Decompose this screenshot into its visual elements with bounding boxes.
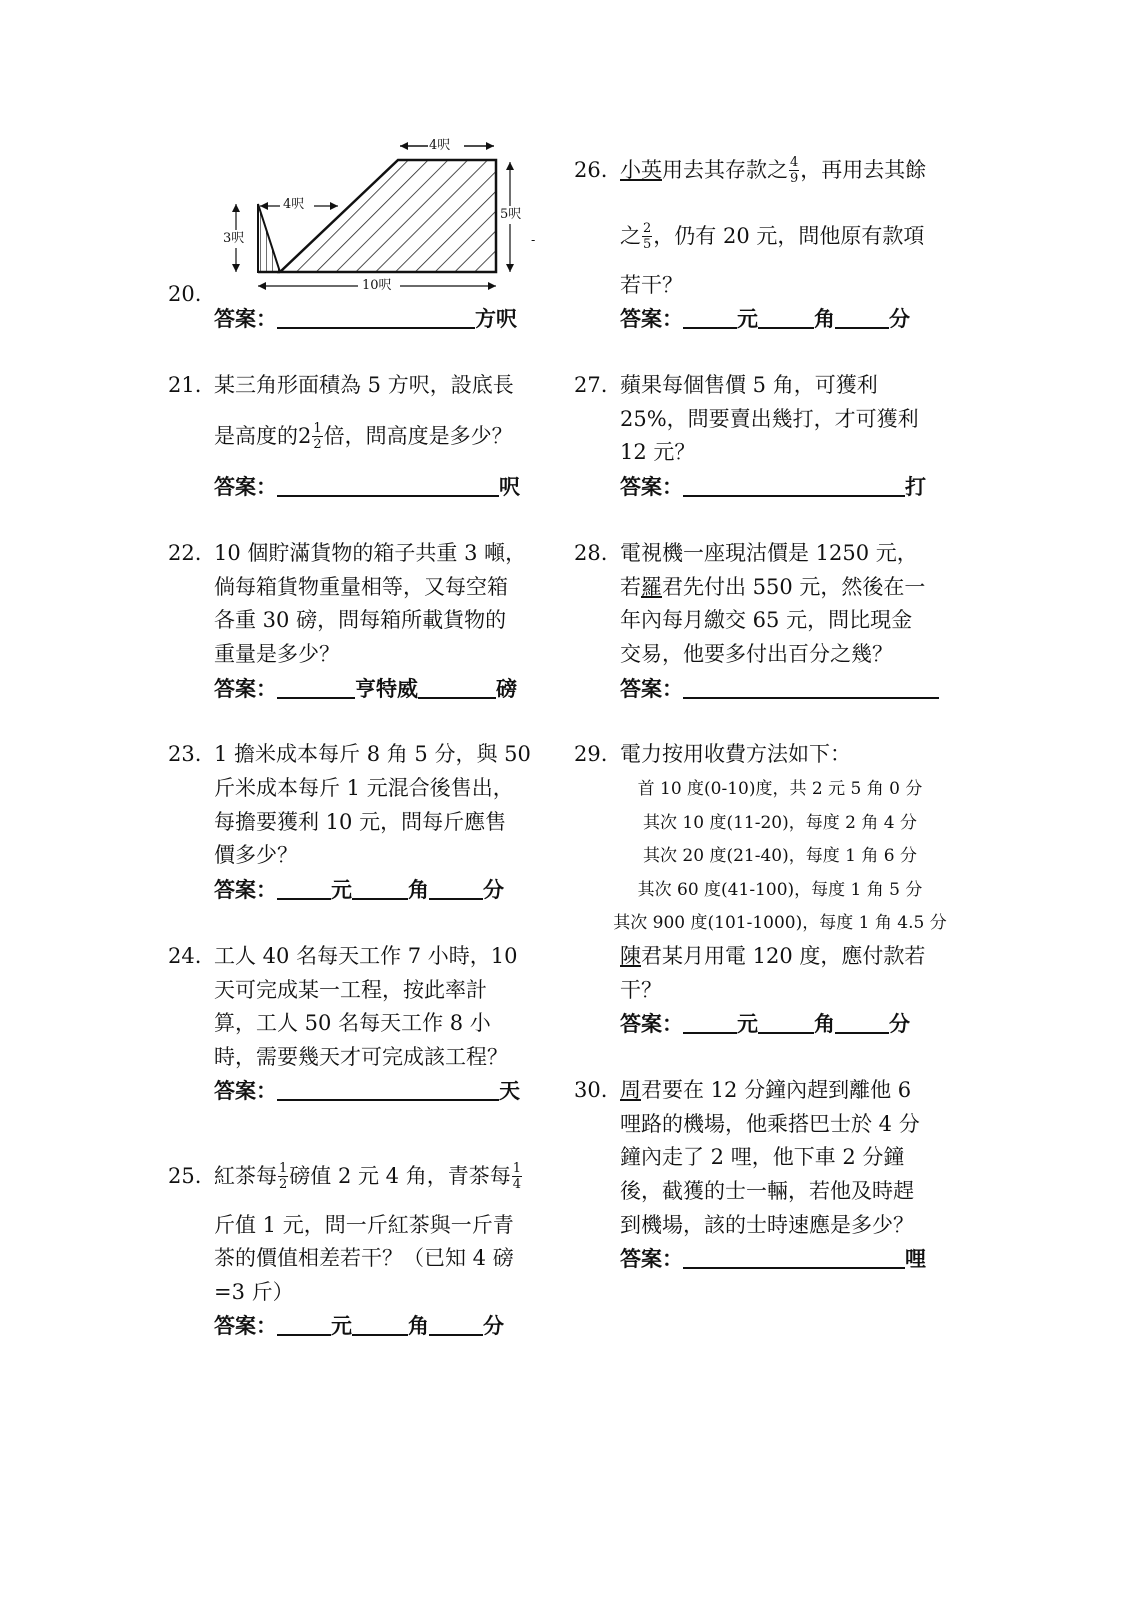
answer-line: [620, 1248, 926, 1269]
answer-line: [620, 1013, 910, 1034]
person-name: 周: [620, 1078, 641, 1102]
rate-row: 其次 20 度(21-40)，每度 1 角 6 分: [643, 846, 917, 866]
answer-blank[interactable]: [352, 880, 408, 900]
question-text: 電力按用收費方法如下：: [620, 742, 851, 766]
text-fragment: 之: [620, 223, 641, 248]
answer-unit: 分: [483, 877, 504, 902]
denominator: 9: [790, 170, 799, 186]
question-text: [620, 946, 925, 967]
question-text: 干？: [620, 978, 662, 1002]
answer-label: 答案：: [620, 306, 683, 331]
person-name: 小英: [620, 157, 662, 182]
answer-label: 答案：: [214, 1313, 277, 1338]
answer-blank[interactable]: [683, 1249, 905, 1269]
question-text: 10 個貯滿貨物的箱子共重 3 噸，: [214, 541, 527, 565]
question-number: 30.: [574, 1078, 608, 1102]
answer-blank[interactable]: [683, 1014, 737, 1034]
question-text: 重量是多少？: [214, 642, 340, 666]
label-right: 5呎: [500, 207, 522, 222]
question-text: 鐘內走了 2 哩，他下車 2 分鐘: [620, 1145, 905, 1169]
trapezoid-figure: [218, 132, 548, 300]
text-fragment: ，仍有 20 元，問他原有款項: [653, 223, 925, 248]
question-text: 到機場，該的士時速應是多少？: [620, 1213, 914, 1237]
answer-unit: 方呎: [475, 306, 517, 331]
answer-unit: 角: [814, 1011, 835, 1036]
question-text: 工人 40 名每天工作 7 小時，10: [214, 944, 518, 968]
answer-blank[interactable]: [277, 1081, 499, 1101]
answer-unit: 元: [331, 1313, 352, 1338]
question-text: 倘每箱貨物重量相等，又每空箱: [214, 575, 508, 599]
label-height-left: 3呎: [223, 231, 245, 246]
answer-unit: 分: [889, 306, 910, 331]
text-fragment: 若: [620, 575, 641, 599]
answer-blank[interactable]: [277, 309, 475, 329]
text-fragment: 用去其存款之: [662, 157, 788, 182]
question-number: 22.: [168, 541, 202, 565]
label-left: 4呎: [283, 197, 305, 212]
text-fragment: 君某月用電 120 度，應付款若: [641, 944, 926, 968]
fraction: [278, 1162, 288, 1191]
answer-label: 答案：: [214, 474, 277, 499]
answer-unit: 角: [408, 1313, 429, 1338]
answer-blank[interactable]: [835, 309, 889, 329]
answer-blank[interactable]: [429, 1316, 483, 1336]
question-text: 25%，問要賣出幾打，才可獲利: [620, 407, 919, 431]
answer-blank[interactable]: [277, 880, 331, 900]
question-number: 28.: [574, 541, 608, 565]
question-number: 21.: [168, 373, 202, 397]
question-number: 25.: [168, 1163, 202, 1188]
denominator: 2: [313, 436, 322, 452]
svg-text:-: -: [531, 233, 536, 247]
question-text: 斤值 1 元，問一斤紅茶與一斤青: [214, 1213, 514, 1237]
numerator: 4: [790, 154, 799, 170]
denominator: 5: [643, 236, 652, 252]
question-text: 若干？: [620, 273, 683, 297]
text-fragment: ，再用去其餘: [800, 157, 927, 182]
answer-unit: 角: [408, 877, 429, 902]
question-text: 各重 30 磅，問每箱所載貨物的: [214, 608, 507, 632]
rate-row: 其次 10 度(11-20)，每度 2 角 4 分: [643, 812, 917, 833]
label-top: 4呎: [429, 138, 451, 153]
answer-blank[interactable]: [277, 679, 355, 699]
answer-unit: 元: [737, 306, 758, 331]
question-text: [620, 577, 925, 598]
person-name: 陳: [620, 944, 641, 968]
rate-row: 其次 60 度(41-100)，每度 1 角 5 分: [637, 879, 923, 900]
question-text: 時，需要幾天才可完成該工程？: [214, 1045, 508, 1069]
fraction: [512, 1162, 522, 1191]
text-fragment: 倍，問高度是多少？: [323, 423, 513, 448]
question-text: [168, 1156, 523, 1196]
rate-table: [612, 779, 948, 947]
answer-label: 答案：: [620, 1011, 683, 1036]
question-text: 茶的價值相差若干？（已知 4 磅: [214, 1246, 514, 1270]
answer-blank[interactable]: [683, 309, 737, 329]
numerator: 1: [313, 420, 322, 436]
question-number: 27.: [574, 373, 608, 397]
answer-unit: 磅: [496, 676, 517, 701]
numerator: 2: [643, 220, 652, 236]
answer-blank[interactable]: [352, 1316, 408, 1336]
label-bottom: 10呎: [362, 278, 392, 293]
answer-blank[interactable]: [418, 679, 496, 699]
question-text: 算，工人 50 名每天工作 8 小: [214, 1011, 491, 1035]
denominator: 2: [279, 1176, 288, 1192]
numerator: 1: [279, 1160, 288, 1176]
answer-label: 答案：: [620, 474, 683, 499]
answer-unit: 元: [331, 877, 352, 902]
question-text: [214, 418, 513, 454]
answer-unit: 分: [889, 1011, 910, 1036]
text-fragment: 是高度的: [214, 423, 298, 448]
text-fragment: 君要在 12 分鐘內趕到離他 6: [641, 1078, 912, 1102]
answer-line: [214, 308, 517, 329]
denominator: 4: [512, 1176, 521, 1192]
answer-blank[interactable]: [835, 1014, 889, 1034]
question-text: 天可完成某一工程，按此率計: [214, 978, 487, 1002]
question-number: 26.: [574, 157, 608, 182]
answer-blank[interactable]: [758, 309, 814, 329]
question-number: 29.: [574, 742, 608, 766]
question-text: =3 斤）: [214, 1280, 294, 1304]
answer-line: [214, 879, 504, 900]
answer-blank[interactable]: [277, 477, 499, 497]
question-text: 1 擔米成本每斤 8 角 5 分，與 50: [214, 742, 531, 766]
answer-unit: 哩: [905, 1246, 926, 1271]
answer-unit: 呎: [499, 474, 520, 499]
answer-unit: 亨特威: [355, 676, 418, 701]
answer-line: [214, 1080, 520, 1101]
answer-unit: 天: [499, 1078, 520, 1103]
answer-unit: 打: [905, 474, 926, 499]
question-text: 交易，他要多付出百分之幾？: [620, 642, 893, 666]
question-text: 每擔要獲利 10 元，問每斤應售: [214, 810, 507, 834]
answer-label: 答案：: [214, 306, 277, 331]
answer-label: 答案：: [214, 877, 277, 902]
person-name: 羅: [641, 575, 662, 599]
answer-line: [214, 1315, 504, 1336]
answer-label: 答案：: [620, 1246, 683, 1271]
answer-label: 答案：: [214, 1078, 277, 1103]
text-fragment: 君先付出 550 元，然後在一: [662, 575, 926, 599]
answer-unit: 角: [814, 306, 835, 331]
answer-blank[interactable]: [683, 477, 905, 497]
fraction: [312, 422, 322, 451]
answer-unit: 元: [737, 1011, 758, 1036]
answer-line: [214, 476, 520, 497]
question-text: 哩路的機場，他乘搭巴士於 4 分: [620, 1112, 920, 1136]
answer-unit: 分: [483, 1313, 504, 1338]
question-text: 蘋果每個售價 5 角，可獲利: [620, 373, 878, 397]
question-text: 年內每月繳交 65 元，問比現金: [620, 608, 913, 632]
question-text: 後，截獲的士一輛，若他及時趕: [620, 1179, 914, 1203]
answer-line: [214, 678, 517, 699]
text-fragment: 紅茶每: [214, 1163, 277, 1188]
rate-row: 其次 900 度(101-1000)，每度 1 角 4.5 分: [613, 913, 947, 933]
numerator: 1: [512, 1160, 521, 1176]
answer-line: [620, 678, 939, 699]
question-text: [620, 216, 924, 256]
answer-line: [620, 476, 926, 497]
rate-row: 首 10 度(0-10)度，共 2 元 5 角 0 分: [637, 779, 923, 799]
fraction: [642, 222, 652, 251]
text-fragment: 磅值 2 元 4 角，青茶每: [289, 1163, 511, 1188]
answer-blank[interactable]: [683, 679, 939, 699]
question-text: 斤米成本每斤 1 元混合後售出，: [214, 776, 514, 800]
question-number: 23.: [168, 742, 202, 766]
question-text: 12 元？: [620, 440, 696, 464]
question-text: 某三角形面積為 5 方呎，設底長: [214, 373, 514, 397]
fraction: [789, 156, 799, 185]
question-text: [620, 1080, 911, 1101]
answer-label: 答案：: [620, 676, 683, 701]
question-number: 24.: [168, 944, 202, 968]
question-text: 電視機一座現沽價是 1250 元，: [620, 541, 918, 565]
answer-line: [620, 308, 910, 329]
question-text: 價多少？: [214, 843, 298, 867]
answer-blank[interactable]: [758, 1014, 814, 1034]
answer-blank[interactable]: [429, 880, 483, 900]
answer-label: 答案：: [214, 676, 277, 701]
question-number: 20.: [168, 282, 202, 306]
answer-blank[interactable]: [277, 1316, 331, 1336]
question-text: [574, 150, 926, 190]
mixed-number-whole: 2: [298, 423, 312, 448]
